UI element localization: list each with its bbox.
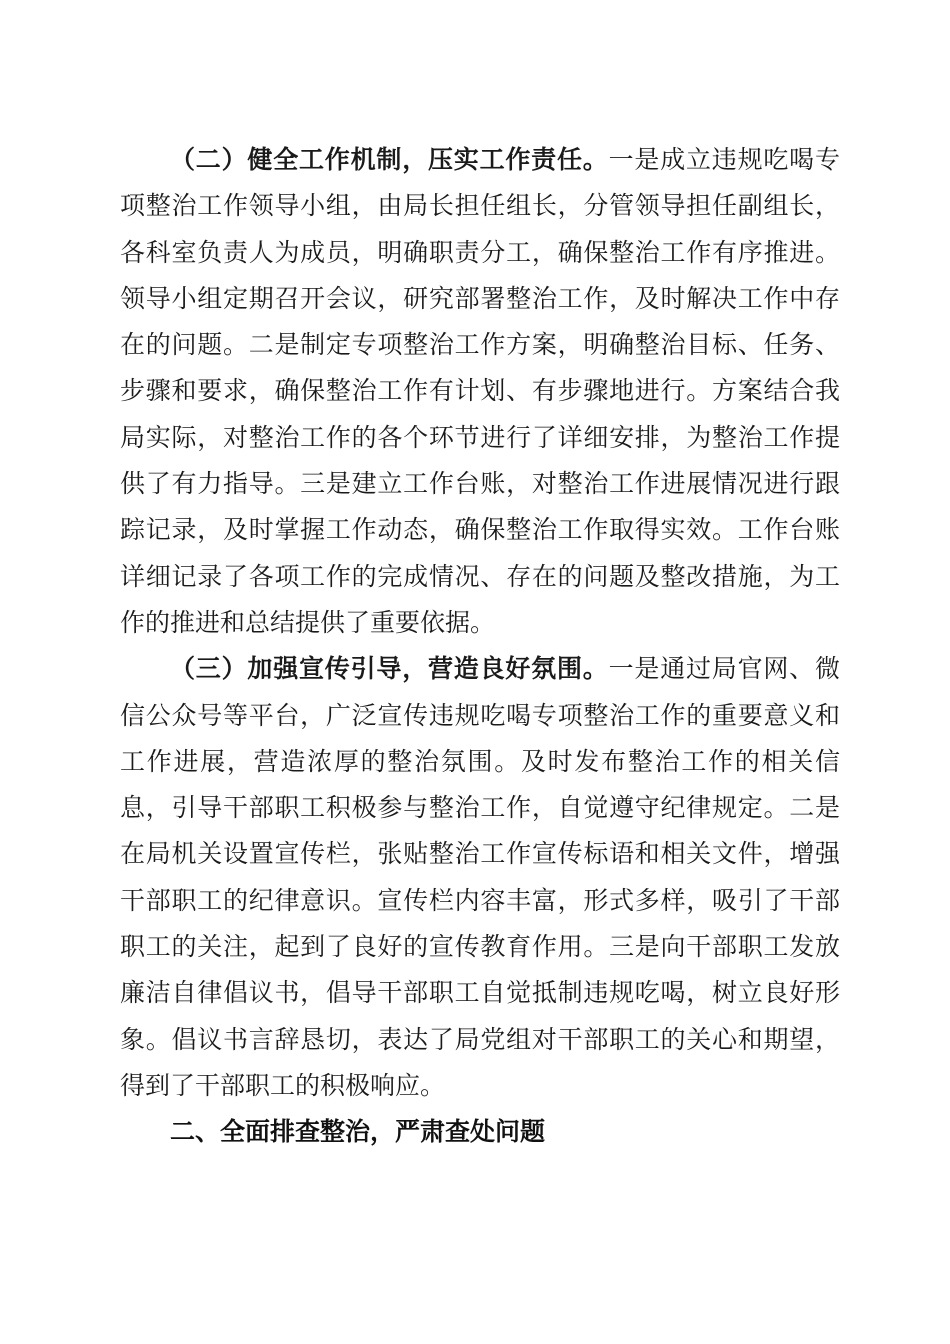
- paragraph-publicity: [120, 646, 840, 1109]
- paragraph-body: 一是通过局官网、微信公众号等平台，广泛宣传违规吃喝专项整治工作的重要意义和工作进展，营造浓厚的整治氛围。及时发布整治工作的相关信息，引导干部职工积极参与整治工作，自觉遵守纪律规定。二是在局机关设置宣传栏，张贴整治工作宣传标语和相关文件，增强干部职工的纪律意识。宣传栏内容丰富，形式多样，吸引了干部职工的关注，起到了良好的宣传教育作用。三是向干部职工发放廉洁自律倡议书，倡导干部职工自觉抵制违规吃喝，树立良好形象。倡议书言辞恳切，表达了局党组对干部职工的关心和期望，得到了干部职工的积极响应。: [120, 654, 840, 1100]
- paragraph-lead: （三）加强宣传引导，营造良好氛围。: [170, 654, 609, 684]
- paragraph-work-mechanism: [120, 137, 840, 646]
- document-body: [120, 137, 840, 1156]
- paragraph-body: 一是成立违规吃喝专项整治工作领导小组，由局长担任组长，分管领导担任副组长，各科室负责人为成员，明确职责分工，确保整治工作有序推进。领导小组定期召开会议，研究部署整治工作，及时解决工作中存在的问题。二是制定专项整治工作方案，明确整治目标、任务、步骤和要求，确保整治工作有计划、有步骤地进行。方案结合我局实际，对整治工作的各个环节进行了详细安排，为整治工作提供了有力指导。三是建立工作台账，对整治工作进展情况进行跟踪记录，及时掌握工作动态，确保整治工作取得实效。工作台账详细记录了各项工作的完成情况、存在的问题及整改措施，为工作的推进和总结提供了重要依据。: [120, 145, 840, 637]
- section-heading: 二、全面排查整治，严肃查处问题: [170, 1117, 546, 1147]
- paragraph-lead: （二）健全工作机制，压实工作责任。: [170, 145, 609, 174]
